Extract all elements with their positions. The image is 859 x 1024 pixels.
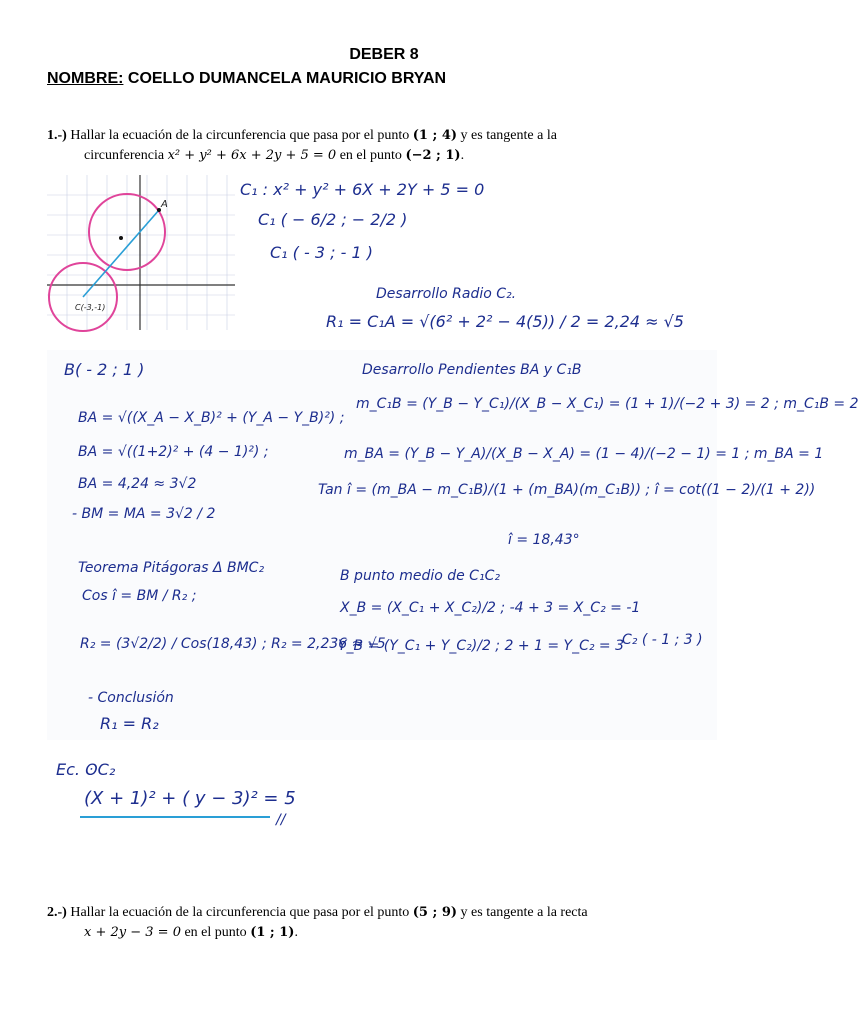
c1-equation: C₁ : x² + y² + 6X + 2Y + 5 = 0 [240, 180, 485, 199]
point-b-value: B( - 2 ; 1 ) [64, 360, 145, 379]
name-label: NOMBRE: [47, 70, 124, 87]
problem-2-text-c: en el punto [180, 925, 251, 940]
conclusion-label: - Conclusión [88, 690, 174, 706]
problem-1-line2 [47, 146, 557, 166]
name-value: COELLO DUMANCELA MAURICIO BRYAN [123, 70, 447, 87]
ba-formula: BA = √((X_A − X_B)² + (Y_A − Y_B)²) ; [78, 410, 345, 426]
student-name [47, 70, 446, 88]
problem-1 [47, 126, 557, 166]
tangent-formula: Tan î = (m_BA − m_C₁B)/(1 + (m_BA)(m_C₁B)) ; î = cot((1 − 2)/(1 + 2)) [318, 482, 816, 498]
problem-1-point: (1 ; 4) [412, 128, 458, 143]
c1-center-fraction: C₁ ( − 6/2 ; − 2/2 ) [258, 210, 408, 229]
problem-1-text-e: . [460, 148, 465, 163]
equation-label: Ec. ʘC₂ [56, 760, 116, 779]
yb-formula: Y_B = (Y_C₁ + Y_C₂)/2 ; 2 + 1 = Y_C₂ = 3 [338, 638, 625, 654]
center-line [83, 210, 159, 297]
c1-center: C₁ ( - 3 ; - 1 ) [270, 243, 373, 262]
radius-title: Desarrollo Radio C₂. [376, 286, 517, 302]
label-a: A [161, 199, 168, 210]
check-mark: // [276, 812, 286, 828]
problem-2-text-b: y es tangente a la recta [457, 905, 588, 920]
slopes-title: Desarrollo Pendientes BA y C₁B [362, 362, 582, 378]
slope-ba: m_BA = (Y_B − Y_A)/(X_B − X_A) = (1 − 4)/(−2 − 1) = 1 ; m_BA = 1 [344, 446, 824, 462]
page-title: DEBER 8 [349, 46, 419, 63]
midpoint-title: B punto medio de C₁C₂ [340, 568, 500, 584]
problem-2-text-d: . [294, 925, 298, 940]
problem-2-tangent-point: (1 ; 1) [250, 925, 295, 940]
problem-1-text: Hallar la ecuación de la circunferencia que pasa por el punto [66, 128, 413, 143]
problem-1-text-c: circunferencia [84, 148, 168, 163]
r1-equals-r2: R₁ = R₂ [100, 714, 159, 733]
bm-value: - BM = MA = 3√2 / 2 [72, 506, 216, 522]
problem-1-tangent-point: (−2 ; 1) [405, 148, 461, 163]
slope-c1b: m_C₁B = (Y_B − Y_C₁)/(X_B − X_C₁) = (1 + 1)/(−2 + 3) = 2 ; m_C₁B = 2 [356, 396, 859, 412]
ba-substitution: BA = √((1+2)² + (4 − 1)²) ; [78, 444, 269, 460]
problem-2-text: Hallar la ecuación de la circunferencia que pasa por el punto [66, 905, 413, 920]
angle-value: î = 18,43° [508, 532, 580, 548]
pythagoras-title: Teorema Pitágoras Δ BMC₂ [78, 560, 265, 576]
problem-1-text-b: y es tangente a la [457, 128, 557, 143]
problem-2 [47, 903, 588, 943]
final-underline [80, 816, 270, 818]
c2-center: C₂ ( - 1 ; 3 ) [622, 632, 703, 648]
problem-1-equation: x² + y² + 6x + 2y + 5 = 0 [167, 148, 337, 163]
r2-value: R₂ = (3√2/2) / Cos(18,43) ; R₂ = 2,236 ≈ √5 [80, 636, 386, 652]
problem-1-text-d: en el punto [336, 148, 406, 163]
final-equation: (X + 1)² + ( y − 3)² = 5 [84, 788, 296, 809]
problem-2-line2 [47, 923, 588, 943]
circles-graph [47, 175, 235, 330]
problem-1-number: 1.-) [47, 128, 67, 143]
label-c: C(-3,-1) [75, 303, 106, 312]
graph-svg [47, 175, 235, 330]
problem-2-equation: x + 2y − 3 = 0 [84, 925, 181, 940]
problem-2-number: 2.-) [47, 905, 67, 920]
cos-formula: Cos î = BM / R₂ ; [82, 588, 197, 604]
problem-2-point: (5 ; 9) [412, 905, 458, 920]
ba-value: BA = 4,24 ≈ 3√2 [78, 476, 197, 492]
radius-calc: R₁ = C₁A = √(6² + 2² − 4(5)) / 2 = 2,24 ≈ √5 [326, 312, 684, 331]
point-b [119, 236, 123, 240]
xb-formula: X_B = (X_C₁ + X_C₂)/2 ; -4 + 3 = X_C₂ = -1 [340, 600, 641, 616]
